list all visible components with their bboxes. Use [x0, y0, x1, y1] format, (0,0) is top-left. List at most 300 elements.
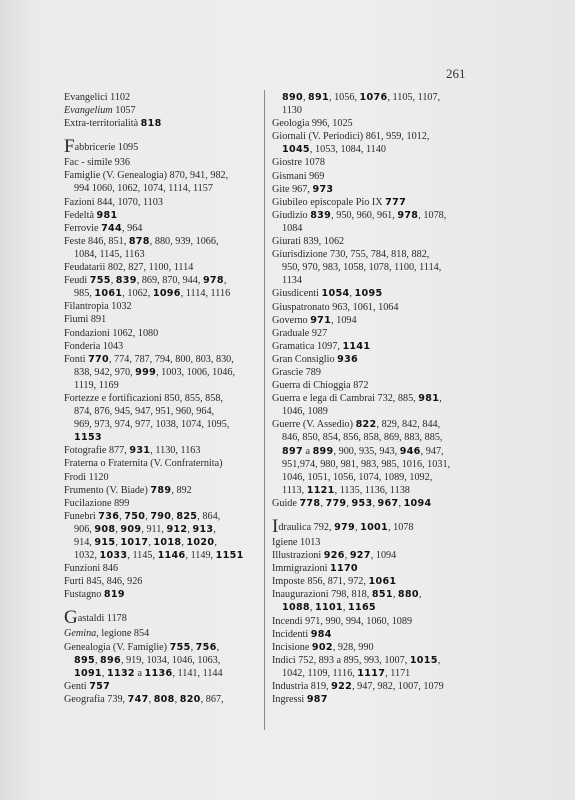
entry-text: ,: [115, 523, 121, 535]
entry-continuation: [64, 366, 264, 379]
index-entry: [272, 680, 480, 693]
entry-text: , 829, 842, 844,: [376, 419, 441, 431]
bold-page-ref: 931: [129, 445, 151, 457]
entry-line: [64, 156, 264, 169]
entry-text: Grascie 789: [272, 366, 321, 378]
bold-page-ref: 979: [334, 522, 355, 533]
index-entry: [64, 117, 264, 130]
entry-text: Fucilazione 899: [64, 497, 130, 509]
entry-text: ,: [190, 641, 196, 653]
entry-line: [272, 209, 480, 222]
entry-text: , 892: [171, 484, 192, 496]
bold-page-ref: 825: [176, 510, 198, 522]
entry-text: Incendi 971, 990, 994, 1060, 1089: [272, 615, 413, 627]
entry-text: Incisione: [272, 641, 312, 653]
entry-text: Igiene 1013: [272, 537, 321, 548]
index-entry: [272, 418, 480, 497]
entry-line: [64, 510, 264, 523]
entry-text: Immigrazioni: [272, 563, 330, 575]
entry-line: [272, 117, 480, 130]
entry-text: 914,: [74, 537, 95, 548]
bold-page-ref: 878: [128, 235, 150, 247]
entry-text: 994 1060, 1062, 1074, 1114, 1157: [74, 183, 213, 195]
index-entry: [64, 235, 264, 261]
index-entry: [64, 392, 264, 444]
entry-continuation: [64, 287, 264, 300]
bold-page-ref: 1045: [282, 144, 310, 156]
entry-continuation: [272, 222, 480, 235]
entry-text: ,: [439, 393, 442, 405]
entry-text: Industria 819,: [272, 681, 332, 693]
bold-page-ref: 908: [94, 523, 116, 535]
entry-text: 1032,: [74, 550, 100, 562]
entry-text: 950, 970, 983, 1058, 1078, 1100, 1114,: [282, 262, 442, 274]
entry-text: Frumento (V. Biade): [64, 484, 151, 496]
entry-line: [64, 457, 264, 470]
entry-text: ,: [342, 602, 348, 614]
index-entry: [64, 497, 264, 510]
entry-text: ,: [223, 275, 227, 287]
entry-text: ,: [115, 537, 121, 548]
entry-line: [64, 562, 264, 575]
entry-text: 906,: [74, 523, 95, 535]
entry-line: [64, 588, 264, 601]
bold-page-ref: 1141: [342, 340, 371, 352]
entry-text: , 964: [122, 222, 143, 234]
bold-page-ref: 973: [312, 183, 334, 195]
entry-text: 874, 876, 945, 947, 951, 960, 964,: [74, 406, 215, 418]
entry-text: , 869, 870, 944,: [136, 275, 203, 287]
index-entry: [272, 366, 480, 379]
entry-text: ,: [101, 667, 107, 679]
index-entry: [272, 536, 480, 549]
entry-line: [64, 261, 264, 274]
entry-text: , 867,: [200, 693, 224, 705]
index-entry: [272, 353, 480, 366]
index-entry: [272, 117, 480, 130]
entry-text: Fotografie 877,: [64, 445, 130, 457]
entry-text: 1046, 1051, 1056, 1074, 1089, 1092,: [282, 471, 433, 483]
index-entry: [64, 196, 264, 209]
entry-continuation: [272, 405, 480, 418]
entry-text: Indici 752, 893 a 895, 993, 1007,: [272, 654, 410, 666]
entry-text: Famiglie (V. Genealogia) 870, 941, 982,: [64, 170, 229, 182]
bold-page-ref: 890: [282, 92, 303, 103]
entry-text: Gran Consiglio: [272, 353, 338, 365]
bold-page-ref: 946: [399, 445, 421, 457]
entry-text: 1042, 1109, 1116,: [282, 667, 358, 679]
entry-text: 838, 942, 970,: [74, 366, 136, 378]
index-entry: [272, 654, 480, 680]
entry-text: ,: [110, 275, 116, 287]
entry-line: [272, 536, 480, 549]
bold-page-ref: 1033: [99, 550, 128, 562]
entry-line: [64, 196, 264, 209]
entry-text: ,: [346, 497, 352, 509]
entry-text: Guerra di Chioggia 872: [272, 380, 369, 392]
entry-continuation: [272, 601, 480, 614]
entry-text: Giurisdizione 730, 755, 784, 818, 882,: [272, 249, 430, 261]
entry-text: 1084: [282, 222, 303, 234]
bold-page-ref: 818: [140, 118, 162, 130]
bold-page-ref: 880: [397, 589, 419, 601]
entry-text: ,: [181, 537, 187, 548]
entry-text: Geologia 996, 1025: [272, 118, 353, 130]
entry-line: [272, 235, 480, 248]
bold-page-ref: 981: [96, 209, 118, 221]
bold-page-ref: 736: [98, 510, 120, 522]
index-entry: [272, 235, 480, 248]
bold-page-ref: 1020: [186, 537, 215, 548]
entry-text: Funebri: [64, 510, 99, 522]
entry-text: ,: [392, 589, 398, 601]
entry-text: , 1171: [385, 667, 411, 679]
entry-text: ,: [320, 497, 326, 509]
entry-text: , 911,: [141, 523, 167, 535]
entry-line: [272, 130, 480, 143]
entry-continuation: [272, 431, 480, 444]
section-entry: [272, 518, 480, 536]
index-entry: [64, 562, 264, 575]
index-entry: [64, 340, 264, 353]
index-column-left: [64, 91, 264, 706]
entry-text: Graduale 927: [272, 327, 328, 339]
bold-page-ref: 790: [150, 510, 172, 522]
entry-text: ,: [171, 510, 177, 522]
entry-text: abbricerie 1095: [74, 142, 139, 154]
entry-line: [272, 641, 480, 654]
italic-term: Gemina,: [64, 628, 99, 640]
bold-page-ref: 822: [355, 419, 377, 431]
entry-text: Feudi: [64, 275, 90, 287]
bold-page-ref: 1101: [315, 602, 343, 614]
bold-page-ref: 953: [351, 497, 373, 509]
entry-text: , 1078,: [418, 209, 447, 221]
entry-continuation: [272, 274, 480, 287]
bold-page-ref: 777: [385, 196, 407, 208]
entry-line: [272, 575, 480, 588]
entry-continuation: [64, 248, 264, 261]
bold-page-ref: 1121: [306, 484, 335, 496]
bold-page-ref: 922: [331, 681, 353, 693]
bold-page-ref: 971: [310, 314, 332, 326]
entry-continuation: [272, 667, 480, 680]
entry-line: [64, 471, 264, 484]
entry-text: , 1094: [370, 550, 397, 562]
entry-text: draulica 792,: [278, 522, 335, 533]
section-entry: [64, 609, 264, 627]
entry-continuation: [64, 431, 264, 444]
index-entry: [272, 693, 480, 706]
entry-text: ,: [216, 641, 220, 653]
index-entry: [272, 379, 480, 392]
entry-continuation: [64, 536, 264, 549]
entry-text: , 1135, 1136, 1138: [334, 484, 410, 496]
bold-page-ref: 1146: [157, 550, 186, 562]
section-initial: I: [272, 516, 279, 537]
entry-text: , 880, 939, 1066,: [149, 235, 219, 247]
entry-line: [272, 615, 480, 628]
bold-page-ref: 1018: [153, 537, 182, 548]
entry-text: Ingressi: [272, 694, 307, 706]
entry-text: Frodi 1120: [64, 471, 109, 483]
entry-text: , 1145,: [127, 550, 158, 562]
entry-text: ,: [344, 550, 350, 562]
entry-line: [272, 392, 480, 405]
entry-text: Fonderia 1043: [64, 340, 124, 352]
bold-page-ref: 1091: [74, 667, 102, 679]
index-entry: [64, 91, 264, 104]
entry-continuation: [64, 654, 264, 667]
italic-term: Evangelium: [64, 105, 113, 117]
bold-page-ref: 978: [202, 275, 224, 287]
entry-text: Feudatarii 802, 827, 1100, 1114: [64, 262, 194, 274]
entry-text: 1084, 1145, 1163: [74, 248, 145, 260]
entry-line: [272, 327, 480, 340]
entry-text: ,: [398, 497, 404, 509]
index-entry: [272, 549, 480, 562]
entry-text: Giudizio: [272, 209, 311, 221]
index-entry: [64, 209, 264, 222]
entry-text: Fonti: [64, 353, 89, 365]
index-entry: [64, 444, 264, 457]
bold-page-ref: 756: [195, 641, 217, 653]
bold-page-ref: 1132: [107, 667, 135, 679]
entry-text: Gramatica 1097,: [272, 340, 343, 352]
entry-text: ,: [372, 497, 378, 509]
index-entry: [64, 300, 264, 313]
entry-continuation: [64, 667, 264, 680]
entry-text: Illustrazioni: [272, 550, 324, 562]
entry-line: [272, 353, 480, 366]
entry-text: 1134: [282, 275, 302, 287]
entry-text: ,: [355, 522, 361, 533]
entry-text: , 1062,: [122, 288, 153, 300]
entry-line: [64, 340, 264, 353]
entry-text: ,: [119, 510, 125, 522]
entry-text: ,: [349, 288, 355, 300]
entry-line: [64, 609, 264, 627]
index-entry: [64, 575, 264, 588]
bold-page-ref: 747: [127, 693, 149, 705]
index-entry: [64, 222, 264, 235]
entry-continuation: [64, 523, 264, 536]
entry-text: , 1078: [388, 522, 414, 533]
bold-page-ref: 891: [308, 92, 329, 103]
index-entry: [64, 457, 264, 470]
bold-page-ref: 755: [89, 275, 111, 287]
entry-text: Geografia 739,: [64, 693, 128, 705]
entry-text: , 919, 1034, 1046, 1063,: [120, 654, 221, 666]
index-entry: [64, 484, 264, 497]
entry-continuation: [272, 484, 480, 497]
entry-text: Giostre 1078: [272, 157, 325, 169]
entry-line: [64, 497, 264, 510]
entry-line: [64, 353, 264, 366]
entry-line: [272, 340, 480, 353]
entry-line: [64, 641, 264, 654]
entry-text: , 1003, 1006, 1046,: [156, 366, 236, 378]
index-entry: [272, 615, 480, 628]
bold-page-ref: 897: [282, 445, 303, 457]
entry-text: 951,974, 980, 981, 983, 985, 1016, 1031,: [282, 458, 451, 470]
index-entry: [272, 497, 480, 510]
entry-text: Fustagno: [64, 589, 104, 601]
index-entry: [64, 169, 264, 195]
entry-text: Fortezze e fortificazioni 850, 855, 858,: [64, 392, 223, 404]
entry-text: legione 854: [98, 628, 150, 640]
index-entry: [64, 680, 264, 693]
bold-page-ref: 770: [88, 353, 109, 365]
entry-text: Fedeltà: [64, 209, 97, 221]
index-entry: [64, 641, 264, 680]
entry-text: ,: [148, 537, 154, 548]
entry-line: [64, 209, 264, 222]
entry-line: [272, 562, 480, 575]
entry-line: [64, 313, 264, 326]
entry-line: [272, 170, 480, 183]
index-entry: [64, 471, 264, 484]
entry-text: , 1149,: [185, 550, 216, 562]
index-entry: [64, 261, 264, 274]
entry-text: 1130: [282, 105, 302, 117]
entry-line: [272, 156, 480, 169]
bold-page-ref: 909: [120, 523, 142, 535]
entry-line: [272, 379, 480, 392]
bold-page-ref: 755: [169, 641, 191, 653]
index-entry: [272, 392, 480, 418]
entry-line: [272, 196, 480, 209]
entry-line: [64, 235, 264, 248]
entry-text: Genealogia (V. Famiglie): [64, 641, 170, 653]
entry-text: ,: [213, 523, 216, 535]
entry-text: Ferrovie: [64, 222, 102, 234]
section-initial: F: [64, 136, 75, 158]
bold-page-ref: 899: [312, 445, 334, 457]
bold-page-ref: 820: [179, 693, 201, 705]
bold-page-ref: 1017: [120, 537, 149, 548]
index-entry: [64, 156, 264, 169]
entry-text: Guerre (V. Assedio): [272, 419, 356, 431]
index-entry: [272, 340, 480, 353]
entry-line: [272, 301, 480, 314]
entry-line: [64, 222, 264, 235]
bold-page-ref: 999: [135, 366, 157, 378]
section-initial: G: [64, 607, 78, 629]
entry-text: Genti: [64, 680, 90, 692]
bold-page-ref: 984: [310, 628, 332, 640]
bold-page-ref: 750: [124, 510, 146, 522]
index-entry: [64, 588, 264, 601]
bold-page-ref: 978: [397, 209, 419, 221]
entry-text: , 950, 960, 961,: [331, 209, 398, 221]
index-entry: [64, 510, 264, 562]
entry-text: , 1114, 1116: [180, 288, 231, 300]
entry-line: [272, 366, 480, 379]
entry-text: , 1105, 1107,: [387, 92, 441, 103]
bold-page-ref: 1015: [409, 654, 438, 666]
entry-line: [272, 628, 480, 641]
entry-line: [272, 314, 480, 327]
entry-text: Fazioni 844, 1070, 1103: [64, 196, 163, 208]
bold-page-ref: 895: [74, 654, 95, 666]
index-entry: [272, 209, 480, 235]
entry-line: [272, 549, 480, 562]
index-entry: [272, 170, 480, 183]
bold-page-ref: 1094: [403, 497, 432, 509]
bold-page-ref: 1096: [152, 288, 181, 300]
entry-text: ,: [174, 693, 180, 705]
entry-text: Fac - simile 936: [64, 157, 130, 169]
bold-page-ref: 839: [310, 209, 332, 221]
entry-line: [64, 484, 264, 497]
entry-text: Giubileo episcopale Pio IX: [272, 196, 386, 208]
entry-continuation: [272, 445, 480, 458]
bold-page-ref: 1088: [282, 602, 310, 614]
bold-page-ref: 912: [166, 523, 188, 535]
entry-text: Funzioni 846: [64, 563, 119, 575]
index-entry: [272, 314, 480, 327]
entry-text: ,: [437, 654, 441, 666]
bold-page-ref: 1054: [321, 288, 350, 300]
bold-page-ref: 1061: [368, 576, 397, 588]
entry-text: , 1141, 1144: [172, 667, 223, 679]
index-entry: [272, 183, 480, 196]
entry-line: [272, 588, 480, 601]
entry-text: Extra-territorialità: [64, 118, 141, 130]
bold-page-ref: 808: [153, 693, 175, 705]
entry-text: 985,: [74, 288, 95, 300]
entry-text: 1057: [112, 105, 136, 117]
entry-text: Furti 845, 846, 926: [64, 576, 143, 588]
entry-text: Giurati 839, 1062: [272, 236, 345, 248]
entry-continuation: [272, 458, 480, 471]
entry-continuation: [64, 182, 264, 195]
entry-line: [272, 418, 480, 431]
bold-page-ref: 1136: [144, 667, 173, 679]
entry-continuation: [272, 104, 480, 117]
bold-page-ref: 915: [94, 537, 116, 548]
entry-text: , 947,: [420, 445, 444, 457]
entry-text: ,: [148, 693, 154, 705]
entry-line: [272, 497, 480, 510]
bold-page-ref: 1001: [360, 522, 388, 533]
index-entry: [272, 628, 480, 641]
entry-continuation: [64, 549, 264, 562]
index-entry: [272, 327, 480, 340]
entry-line: [272, 91, 480, 104]
bold-page-ref: 913: [192, 523, 214, 535]
entry-line: [64, 392, 264, 405]
entry-text: Guide: [272, 497, 300, 509]
entry-line: [272, 654, 480, 667]
entry-line: [64, 327, 264, 340]
entry-text: ,: [187, 523, 193, 535]
index-entry: [64, 693, 264, 706]
entry-continuation: [272, 471, 480, 484]
entry-continuation: [272, 261, 480, 274]
bold-page-ref: 981: [418, 393, 440, 405]
entry-text: Gismani 969: [272, 170, 325, 182]
bold-page-ref: 902: [311, 641, 333, 653]
entry-text: Filantropia 1032: [64, 301, 132, 313]
entry-continuation: [64, 418, 264, 431]
entry-text: Giuspatronato 963, 1061, 1064: [272, 301, 399, 313]
entry-text: ,: [214, 537, 217, 548]
entry-line: [64, 138, 264, 156]
entry-text: Inaugurazioni 798, 818,: [272, 589, 372, 601]
entry-line: [272, 693, 480, 706]
